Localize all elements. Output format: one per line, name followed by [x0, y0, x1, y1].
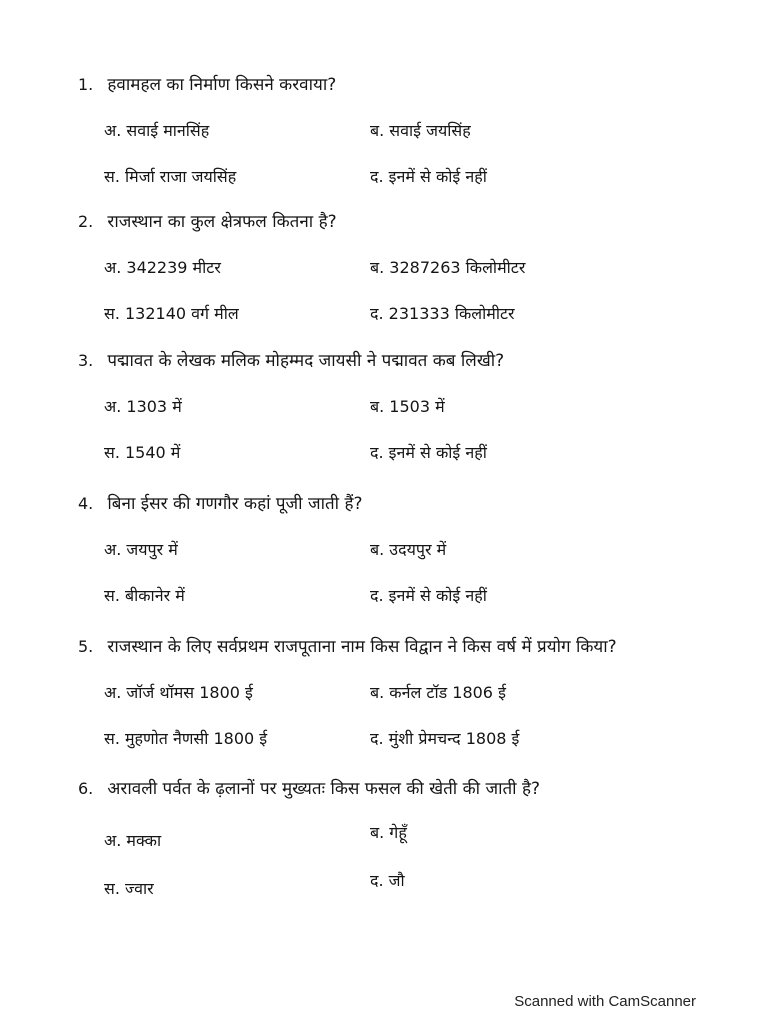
question-6-number: 6. [78, 779, 94, 798]
question-5-line [78, 636, 617, 658]
question-3-line [78, 350, 504, 372]
question-1-number: 1. [78, 75, 94, 94]
question-1-text: हवामहल का निर्माण किसने करवाया? [107, 75, 337, 95]
question-2-option-b: ब. 3287263 किलोमीटर [370, 258, 526, 277]
question-5-number: 5. [78, 637, 94, 656]
question-4-text: बिना ईसर की गणगौर कहां पूजी जाती हैं? [107, 494, 363, 514]
scanner-watermark: Scanned with CamScanner [514, 993, 696, 1010]
question-6-option-a: अ. मक्का [104, 831, 162, 850]
question-3-text: पद्मावत के लेखक मलिक मोहम्मद जायसी ने पद्मावत कब लिखी? [107, 351, 505, 371]
question-4-option-c: स. बीकानेर में [104, 586, 185, 605]
question-2-number: 2. [78, 212, 94, 231]
question-3-option-a: अ. 1303 में [104, 397, 182, 416]
question-2-option-a: अ. 342239 मीटर [104, 258, 221, 277]
question-5-option-c: स. मुहणोत नैणसी 1800 ई [104, 729, 268, 748]
question-6-text: अरावली पर्वत के ढ़लानों पर मुख्यतः किस फसल की खेती की जाती है? [107, 779, 541, 799]
question-5-text: राजस्थान के लिए सर्वप्रथम राजपूताना नाम किस विद्वान ने किस वर्ष में प्रयोग किया? [107, 637, 617, 657]
question-5-option-d: द. मुंशी प्रेमचन्द 1808 ई [370, 729, 520, 748]
question-1-line [78, 74, 336, 96]
question-3-option-d: द. इनमें से कोई नहीं [370, 443, 487, 462]
question-2-option-d: द. 231333 किलोमीटर [370, 304, 515, 323]
question-1-option-c: स. मिर्जा राजा जयसिंह [104, 167, 237, 186]
question-5-option-b: ब. कर्नल टॉड 1806 ई [370, 683, 506, 702]
question-1-option-d: द. इनमें से कोई नहीं [370, 167, 487, 186]
question-4-line [78, 493, 363, 515]
question-5-option-a: अ. जॉर्ज थॉमस 1800 ई [104, 683, 253, 702]
question-2-line [78, 211, 337, 233]
question-4-number: 4. [78, 494, 94, 513]
question-3-number: 3. [78, 351, 94, 370]
question-2-option-c: स. 132140 वर्ग मील [104, 304, 239, 323]
question-3-option-b: ब. 1503 में [370, 397, 445, 416]
question-6-option-b: ब. गेहूँ [370, 823, 407, 842]
question-1-option-a: अ. सवाई मानसिंह [104, 121, 210, 140]
question-4-option-b: ब. उदयपुर में [370, 540, 447, 559]
question-3-option-c: स. 1540 में [104, 443, 181, 462]
question-4-option-d: द. इनमें से कोई नहीं [370, 586, 487, 605]
question-2-text: राजस्थान का कुल क्षेत्रफल कितना है? [107, 212, 337, 232]
question-4-option-a: अ. जयपुर में [104, 540, 178, 559]
question-1-option-b: ब. सवाई जयसिंह [370, 121, 471, 140]
question-6-option-d: द. जौ [370, 871, 405, 890]
question-6-option-c: स. ज्वार [104, 879, 154, 898]
question-6-line [78, 778, 540, 800]
